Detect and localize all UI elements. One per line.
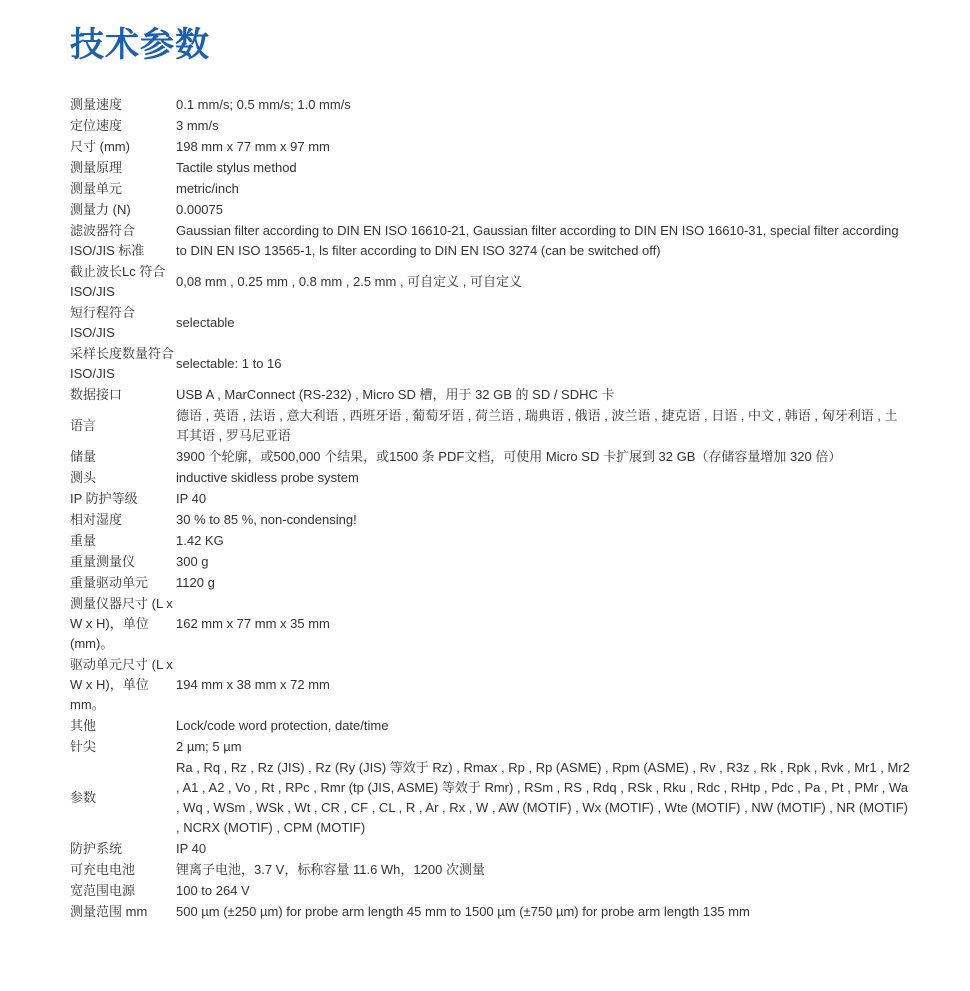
spec-value: inductive skidless probe system (176, 470, 359, 485)
spec-row (70, 446, 910, 467)
spec-value: 162 mm x 77 mm x 35 mm (176, 616, 330, 631)
spec-label: 尺寸 (mm) (70, 139, 130, 154)
spec-label: 相对湿度 (70, 512, 123, 527)
spec-row (70, 488, 910, 509)
spec-label: 测量原理 (70, 160, 123, 175)
spec-row (70, 94, 910, 115)
spec-value: 0,08 mm , 0.25 mm , 0.8 mm , 2.5 mm , 可自定义 , 可自定义 (176, 274, 523, 289)
spec-value: metric/inch (176, 181, 239, 196)
spec-row (70, 405, 910, 446)
spec-label: 储量 (70, 449, 97, 464)
spec-label: 可充电电池 (70, 862, 136, 877)
spec-row (70, 220, 910, 261)
spec-value: 3900 个轮廓，或500,000 个结果，或1500 条 PDF文档，可使用 Micro SD 卡扩展到 32 GB（存储容量增加 320 倍） (176, 449, 842, 464)
spec-row (70, 715, 910, 736)
spec-table-body (70, 94, 910, 922)
spec-value: 100 to 264 V (176, 883, 250, 898)
spec-label: 滤波器符合ISO/JIS 标准 (70, 223, 145, 258)
spec-row (70, 157, 910, 178)
spec-row (70, 551, 910, 572)
spec-label: IP 防护等级 (70, 491, 138, 506)
spec-label: 测量范围 mm (70, 904, 148, 919)
page-title: 技术参数 (70, 26, 210, 64)
spec-value: Tactile stylus method (176, 160, 297, 175)
spec-value: Lock/code word protection, date/time (176, 718, 389, 733)
spec-value: selectable: 1 to 16 (176, 356, 282, 371)
spec-label: 重量测量仪 (70, 554, 136, 569)
spec-row (70, 467, 910, 488)
spec-label: 防护系统 (70, 841, 123, 856)
spec-value: 198 mm x 77 mm x 97 mm (176, 139, 330, 154)
spec-value: 3 mm/s (176, 118, 219, 133)
spec-table (70, 94, 910, 922)
spec-value: 500 µm (±250 µm) for probe arm length 45 mm to 1500 µm (±750 µm) for probe arm length 135 mm (176, 904, 750, 919)
spec-value: Gaussian filter according to DIN EN ISO 16610-21, Gaussian filter according to DIN EN ISO 16610-31, special filter according to DIN EN ISO 13565-1, ls filter according to DIN EN ISO 3274 (can be switched off) (176, 223, 899, 258)
spec-label: 参数 (70, 790, 97, 805)
spec-label: 测头 (70, 470, 97, 485)
spec-row (70, 838, 910, 859)
spec-value: Ra , Rq , Rz , Rz (JIS) , Rz (Ry (JIS) 等效于 Rz) , Rmax , Rp , Rp (ASME) , Rpm (ASME) , Rv , R3z , Rk , Rpk , Rvk , Mr1 , Mr2 , A1 , A2 , Vo , Rt , RPc , Rmr (tp (JIS, ASME) 等效于 Rmr) , RSm , RS , Rdq , RSk , Rku , Rdc , RHtp , Pdc , Pa , Pt , PMr , Wa , Wq , WSm , WSk , Wt , CR , CF , CL , R , Ar , Rx , W , AW (MOTIF) , Wx (MOTIF) , Wte (MOTIF) , NW (MOTIF) , NR (MOTIF) , NCRX (MOTIF) , CPM (MOTIF) (176, 760, 910, 835)
spec-value: IP 40 (176, 841, 207, 856)
spec-label: 重量 (70, 533, 97, 548)
spec-label: 测量速度 (70, 97, 123, 112)
spec-label: 针尖 (70, 739, 97, 754)
spec-label: 宽范围电源 (70, 883, 136, 898)
spec-value: 1.42 KG (176, 533, 224, 548)
spec-value: 2 µm; 5 µm (176, 739, 242, 754)
spec-row (70, 757, 910, 838)
spec-value: IP 40 (176, 491, 207, 506)
spec-label: 数据接口 (70, 387, 123, 402)
spec-value: 300 g (176, 554, 209, 569)
spec-label: 测量力 (N) (70, 202, 131, 217)
spec-row (70, 654, 910, 715)
spec-label: 语言 (70, 418, 97, 433)
spec-value: USB A , MarConnect (RS-232) , Micro SD 槽，用于 32 GB 的 SD / SDHC 卡 (176, 387, 615, 402)
spec-label: 测量单元 (70, 181, 123, 196)
spec-value: 30 % to 85 %, non-condensing! (176, 512, 357, 527)
spec-row (70, 530, 910, 551)
spec-label: 驱动单元尺寸 (L x W x H)，单位 mm。 (70, 657, 173, 712)
spec-value: 1120 g (176, 575, 215, 590)
spec-row (70, 199, 910, 220)
spec-value: 德语 , 英语 , 法语 , 意大利语 , 西班牙语 , 葡萄牙语 , 荷兰语 , 瑞典语 , 俄语 , 波兰语 , 捷克语 , 日语 , 中文 , 韩语 , 匈牙利语 , 土耳其语 , 罗马尼亚语 (176, 408, 898, 443)
spec-value: 锂离子电池，3.7 V，标称容量 11.6 Wh，1200 次测量 (176, 862, 485, 877)
spec-row (70, 901, 910, 922)
spec-row (70, 261, 910, 302)
spec-label: 短行程符合ISO/JIS (70, 305, 136, 340)
spec-label: 其他 (70, 718, 97, 733)
spec-label: 重量驱动单元 (70, 575, 149, 590)
spec-row (70, 880, 910, 901)
spec-row (70, 178, 910, 199)
spec-row (70, 302, 910, 343)
spec-label: 采样长度数量符合 ISO/JIS (70, 346, 175, 381)
spec-row (70, 136, 910, 157)
spec-label: 定位速度 (70, 118, 123, 133)
spec-row (70, 509, 910, 530)
spec-value: 0.1 mm/s; 0.5 mm/s; 1.0 mm/s (176, 97, 351, 112)
spec-value: 194 mm x 38 mm x 72 mm (176, 677, 330, 692)
spec-row (70, 384, 910, 405)
spec-row (70, 115, 910, 136)
spec-row (70, 736, 910, 757)
spec-value: 0.00075 (176, 202, 223, 217)
spec-row (70, 593, 910, 654)
spec-row (70, 572, 910, 593)
spec-row (70, 343, 910, 384)
spec-value: selectable (176, 315, 235, 330)
spec-row (70, 859, 910, 880)
spec-label: 截止波长Lc 符合ISO/JIS (70, 264, 166, 299)
spec-label: 测量仪器尺寸 (L x W x H)，单位 (mm)。 (70, 596, 173, 651)
